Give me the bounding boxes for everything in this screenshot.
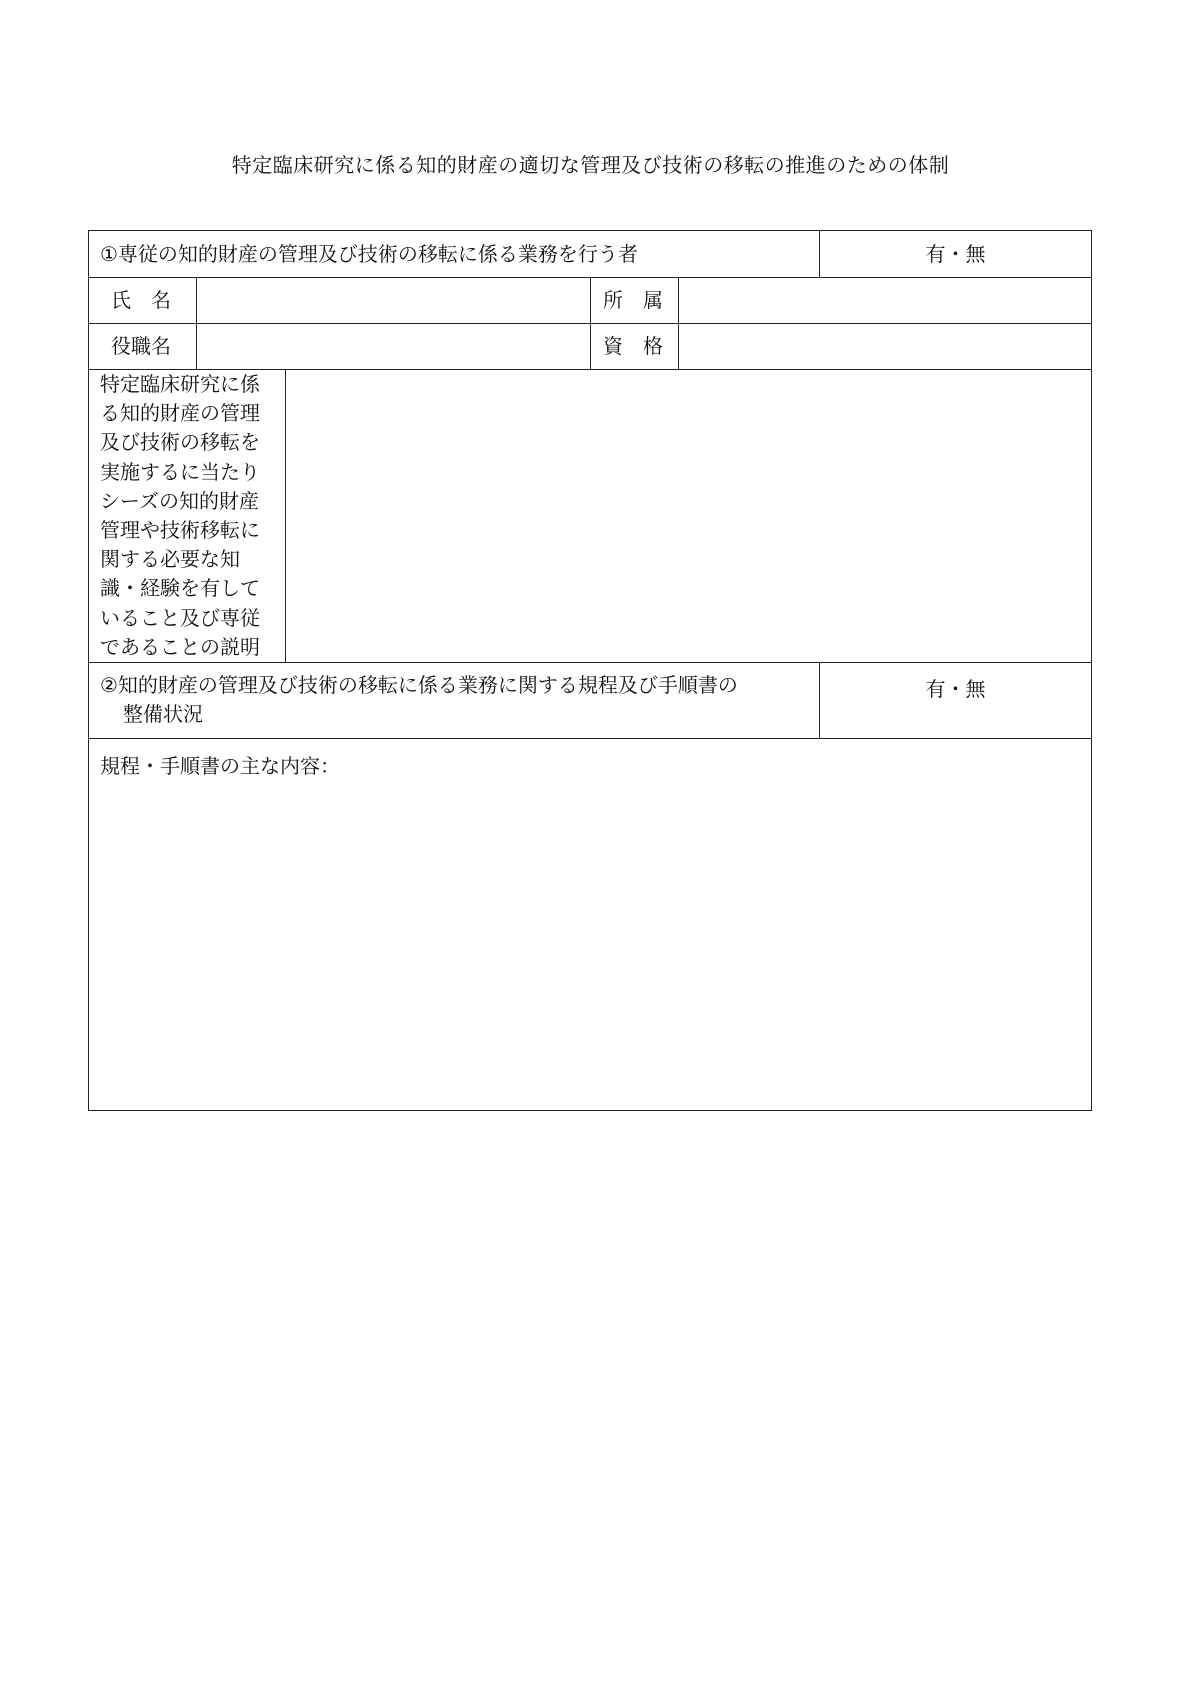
description-label-line: 管理や技術移転に xyxy=(100,517,260,542)
description-label-line: 及び技術の移転を xyxy=(100,430,260,455)
description-label-line: 識・経験を有して xyxy=(100,576,260,601)
description-label-line: る知的財産の管理 xyxy=(100,401,260,426)
section2-row xyxy=(89,663,1091,739)
description-field[interactable] xyxy=(286,370,1091,662)
description-label-line: 特定臨床研究に係 xyxy=(100,372,260,396)
position-label: 役職名 xyxy=(89,324,197,369)
description-label-line: 関する必要な知 xyxy=(100,547,240,572)
affiliation-label: 所 属 xyxy=(591,278,679,323)
description-label-line: であることの説明 xyxy=(100,634,260,659)
section1-row xyxy=(89,231,1091,278)
section1-yes-no-mark[interactable]: 有・無 xyxy=(925,242,986,266)
form-table xyxy=(88,230,1092,1111)
section2-heading xyxy=(89,663,820,738)
document-title: 特定臨床研究に係る知的財産の適切な管理及び技術の移転の推進のための体制 xyxy=(231,153,950,177)
rules-row xyxy=(89,739,1091,1110)
description-label-line: シーズの知的財産 xyxy=(100,488,259,513)
section2-heading-line2: 整備状況 xyxy=(123,702,203,726)
qualification-label: 資 格 xyxy=(591,324,679,369)
section1-heading: ①専従の知的財産の管理及び技術の移転に係る業務を行う者 xyxy=(89,231,820,277)
section2-yes-no-mark[interactable]: 有・無 xyxy=(925,677,986,701)
section2-heading-line1: ②知的財産の管理及び技術の移転に係る業務に関する規程及び手順書の xyxy=(100,673,738,697)
position-field[interactable] xyxy=(197,324,591,369)
qualification-field[interactable] xyxy=(679,324,1091,369)
position-row xyxy=(89,324,1091,370)
description-label-line: 実施するに当たり xyxy=(100,459,260,484)
name-row xyxy=(89,278,1091,324)
description-label-line: いること及び専従 xyxy=(100,605,260,630)
name-label: 氏 名 xyxy=(89,278,197,323)
description-label xyxy=(89,370,286,662)
description-row xyxy=(89,370,1091,663)
name-field[interactable] xyxy=(197,278,591,323)
affiliation-field[interactable] xyxy=(679,278,1091,323)
rules-content-field[interactable] xyxy=(89,739,1091,1110)
rules-content-label: 規程・手順書の主な内容： xyxy=(100,754,340,778)
